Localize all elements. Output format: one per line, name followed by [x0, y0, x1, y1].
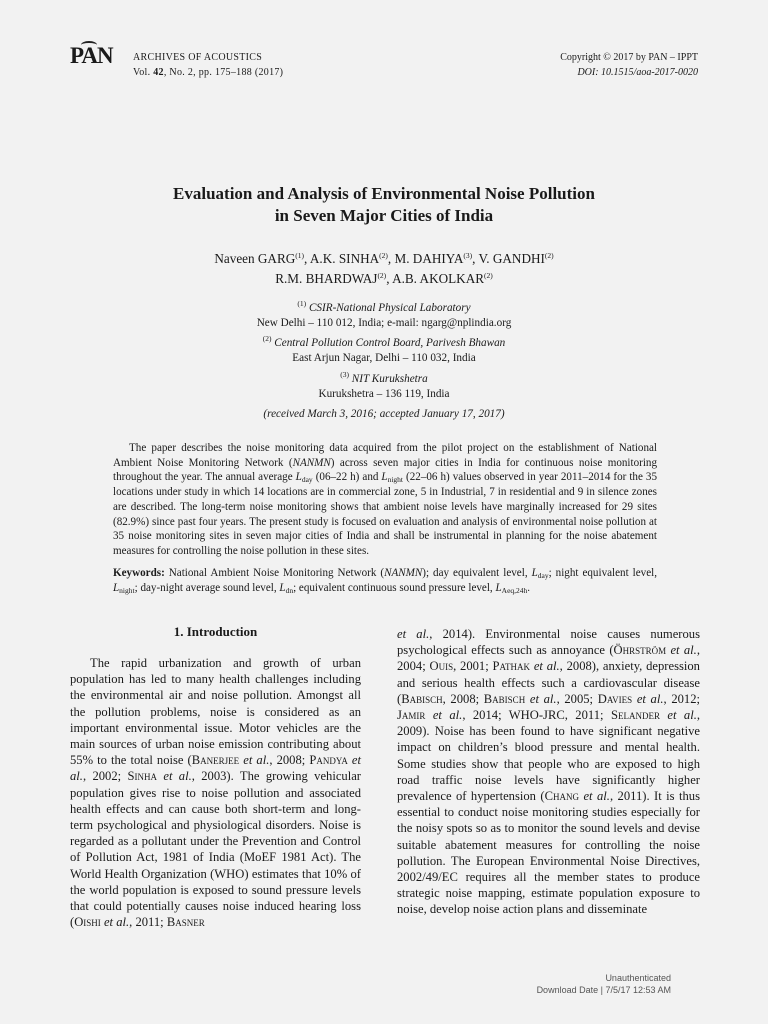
author-list: Naveen GARG$^{(1)}$, A.K. SINHA$^{(2)}$, M. DAHIYA$^{(3)}$, V. GANDHI$^{(2)}$ R.M. BHARDWAJ$^{(2)}$, A.B. AKOLKAR$^{(2)}$ — [214, 251, 554, 286]
section-heading-introduction: 1. Introduction — [173, 624, 258, 639]
doi-text[interactable]: DOI: 10.1515/aoa-2017-0020 — [577, 67, 698, 78]
affiliation-3: $^{(3)}$ NIT Kurukshetra Kurukshetra – 136 119, India — [318, 370, 450, 400]
received-dates: (received March 3, 2016; accepted January 17, 2017) — [263, 408, 505, 420]
pan-logo: PAN — [70, 43, 113, 68]
journal-name: ARCHIVES OF ACOUSTICS — [133, 52, 263, 63]
download-date: Download Date | 7/5/17 12:53 AM — [536, 985, 671, 995]
unauthenticated-label: Unauthenticated — [605, 973, 671, 983]
copyright-info — [560, 50, 698, 80]
intro-paragraph: The rapid urbanization and growth of urban population has led to many health challenges including the environmental air and noise pollution. Amongst all the pollution problems, noise is considered as an important environmental issue. Motor vehicles are the main sources of urban noise emission contributing about 55% to the total noise (Banerjee et al., 2008; Pandya et al., 2002; Sinha et al., 2003). The growing vehicular population gives rise to noise pollution and associated health effects and can cause both short-term and long-term psychological and physiological disorders. Noise is regarded as a pollutant under the Prevention and Control of Pollution Act, 1981 of India (MoEF 1981 Act). The World Health Organization (WHO) estimates that 10% of the world population is exposed to sound pressure levels that could potentially causes noise induced hearing loss (Oishi et al., 2011; Basner — [70, 656, 362, 930]
affiliation-1: $^{(1)}$ CSIR-National Physical Laboratory New Delhi – 110 012, India; e-mail: ngarg@nplindia.org — [256, 299, 512, 329]
affiliation-2: $^{(2)}$ Central Pollution Control Board, Parivesh Bhawan East Arjun Nagar, Delhi – 110 032, India — [262, 334, 506, 364]
paper-title: Evaluation and Analysis of Environmental Noise Pollution in Seven Major Cities of India — [173, 184, 595, 225]
journal-volume: Vol. 42, No. 2, pp. 175–188 (2017) — [133, 67, 284, 78]
keywords: Keywords: National Ambient Noise Monitoring Network (NANMN); day equivalent level, $L_{day}$; night equivalent level, $L_{night}$; day-night average sound level, $L_{dn}$; equivalent continuous sound pressure level, $L_{Aeq,24h}$. — [113, 567, 657, 595]
abstract: The paper describes the noise monitoring data acquired from the pilot project on the establishment of National Ambient Noise Monitoring Network (NANMN) across seven major cities in India for continuous noise monitoring throughout the year. The annual average $L_{day}$ (06–22 h) and $L_{night}$ (22–06 h) values observed in year 2011–2014 for the 35 locations under study in which 14 locations are in commercial zone, 5 in Industrial, 7 in residential and 9 in silence zones are described. The long-term noise monitoring shows that ambient noise levels have marginally increased for 29 sites (82.9%) since past four years. The present study is focused on evaluation and analysis of environmental noise pollution at 35 noise monitoring sites in seven major cities of India and shall be instrumental in planning for the noise abatement measures for controlling the noise pollution in these sites. — [113, 442, 657, 557]
journal-info — [133, 50, 283, 80]
intro-paragraph-continued: et al., 2014). Environmental noise causes numerous psychological effects such as annoyance (Öhrström et al., 2004; Ouis, 2001; Pathak et al., 2008), anxiety, depression and serious health effects such a cardiovascular disease (Babisch, 2008; Babisch et al., 2005; Davies et al., 2012; Jamir et al., 2014; WHO-JRC, 2011; Selander et al., 2009). Noise has been found to have significant negative impact on children’s blood pressure and mental health. Some studies show that people who are exposed to high road traffic noise levels have significantly higher prevalence of hypertension (Chang et al., 2011). It is thus essential to conduct noise monitoring studies especially for the noisy spots so as to monitor the sound levels and devise suitable abatement measures for controlling the noise pollution. The European Environmental Noise Directives, 2002/49/EC requires all the member states to produce strategic noise mapping, estimate population exposure to noise, develop noise action plans and disseminate — [397, 627, 701, 917]
copyright-text: Copyright © 2017 by PAN – IPPT — [560, 52, 698, 63]
